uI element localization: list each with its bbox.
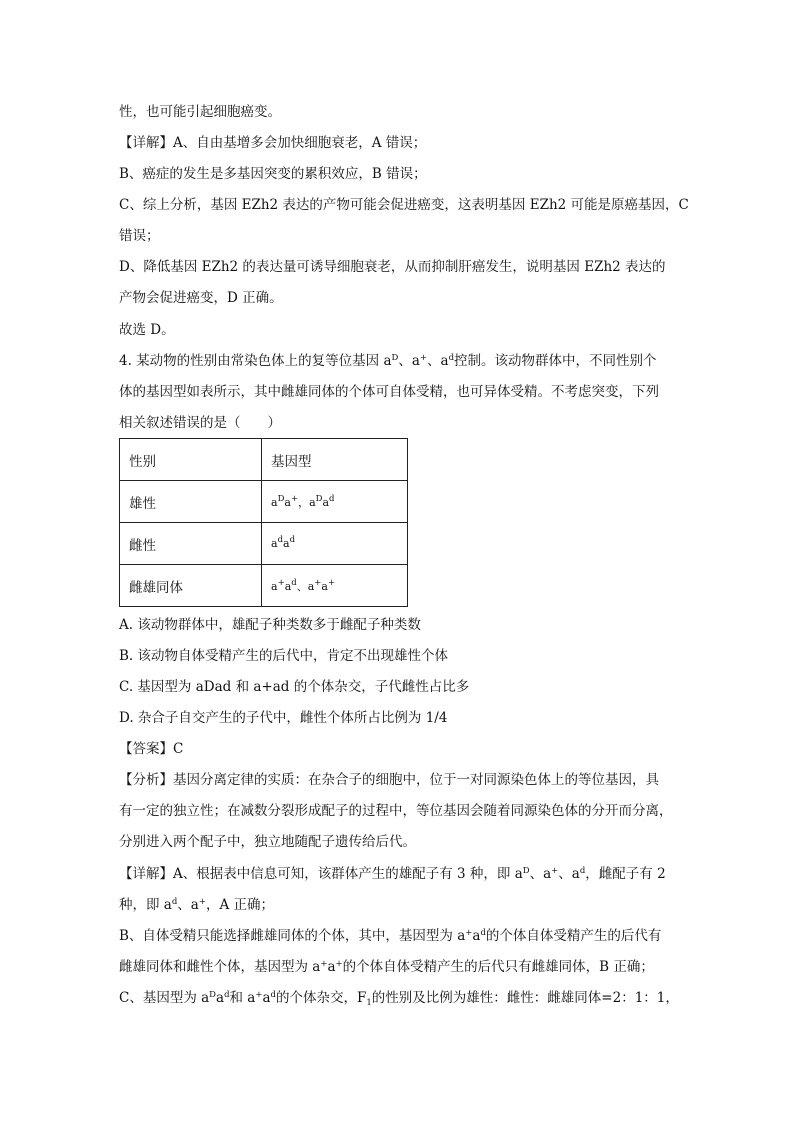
header-sex: 性别 (120, 439, 262, 481)
cell-genotype: $a^+a^d$、a+a+ (262, 565, 408, 607)
text-line: C、综上分析，基因 EZh2 表达的产物可能会促进癌变，这表明基因 EZh2 可能是原癌基因，C (119, 197, 689, 213)
option-a: A. 该动物群体中，雄配子种类数多于雌配子种类数 (119, 617, 421, 633)
answer: 【答案】C (119, 741, 184, 757)
text-line: 体的基因型如表所示，其中雌雄同体的个体可自体受精，也可异体受精。不考虑突变，下列 (119, 384, 659, 400)
option-c: C. 基因型为 aDad 和 a+ad 的个体杂交，子代雌性占比多 (119, 679, 470, 695)
text-line: 相关叙述错误的是（ ） (119, 415, 281, 431)
text-line: D、降低基因 EZh2 的表达量可诱导细胞衰老，从而抑制肝癌发生，说明基因 EZh2 表达的 (119, 259, 666, 275)
cell-sex: 雌性 (120, 523, 262, 565)
detail-line: C、基因型为 $a^Da^d$和 $a^+a^d$的个体杂交，$F_1$的性别及比例为雄性：雌性：雌雄同体=2：1：1， (119, 990, 679, 1008)
cell-genotype: $a^da^d$ (262, 523, 408, 565)
question-stem: 4. 某动物的性别由常染色体上的复等位基因 $a^D$、a+、$a^d$控制。该动物群体中，不同性别个 (119, 353, 657, 369)
text-line: 产物会促进癌变，D 正确。 (119, 290, 283, 306)
table-header-row (120, 439, 408, 481)
text-line: 【详解】A、自由基增多会加快细胞衰老，A 错误； (119, 135, 427, 151)
genotype-table (119, 438, 408, 607)
text-line: B、癌症的发生是多基因突变的累积效应，B 错误； (119, 166, 427, 182)
table-row (120, 523, 408, 565)
analysis-line: 分别进入两个配子中，独立地随配子遗传给后代。 (119, 834, 416, 850)
text-line: 错误； (119, 228, 160, 244)
text-line: 性，也可能引起细胞癌变。 (119, 104, 281, 120)
table-row (120, 565, 408, 607)
cell-sex: 雄性 (120, 481, 262, 523)
analysis-line: 【分析】基因分离定律的实质：在杂合子的细胞中，位于一对同源染色体上的等位基因，具 (119, 772, 659, 788)
detail-line: 【详解】A、根据表中信息可知，该群体产生的雄配子有 3 种，即 $a^D$、a+、$a^d$，雌配子有 2 (119, 866, 666, 882)
analysis-line: 有一定的独立性；在减数分裂形成配子的过程中，等位基因会随着同源染色体的分开而分离， (119, 803, 673, 819)
detail-line: B、自体受精只能选择雌雄同体的个体，其中，基因型为 $a^+a^d$的个体自体受精产生的后代有 (119, 928, 662, 944)
option-d: D. 杂合子自交产生的子代中，雌性个体所占比例为 1/4 (119, 710, 448, 726)
table-row (120, 481, 408, 523)
cell-genotype: $a^Da^+$，$a^Da^d$ (262, 481, 408, 523)
text-line: 故选 D。 (119, 322, 175, 338)
header-genotype: 基因型 (262, 439, 408, 481)
cell-sex: 雌雄同体 (120, 565, 262, 607)
detail-line: 雌雄同体和雌性个体，基因型为 a+a+的个体自体受精产生的后代只有雌雄同体，B 正确； (119, 959, 654, 975)
detail-line: 种，即 $a^d$、a+，A 正确； (119, 897, 275, 913)
option-b: B. 该动物自体受精产生的后代中，肯定不出现雄性个体 (119, 648, 449, 664)
